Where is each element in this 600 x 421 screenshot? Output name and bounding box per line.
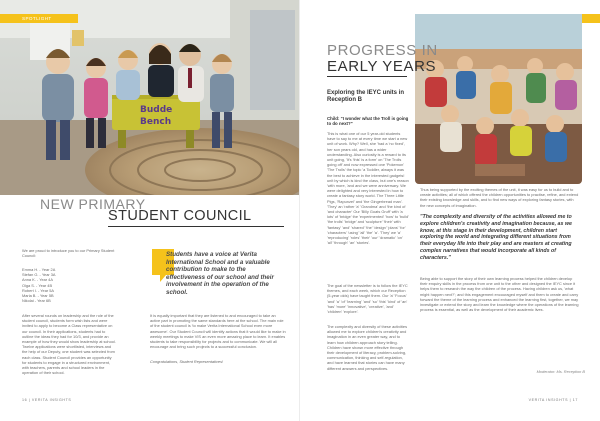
member-item: Emma H. - Year 2A [22, 267, 56, 272]
intro-text: We are proud to introduce you to our Primary Student Council: [22, 248, 115, 259]
article-subheading: Exploring the IEYC units in Reception B [327, 90, 405, 103]
classroom-photo [415, 14, 582, 184]
member-item: Robert I. - Year 5A [22, 287, 55, 293]
right-heading-line2: EARLY YEARS [327, 58, 437, 75]
svg-text:Bench: Bench [140, 117, 172, 127]
page-heading-line2: STUDENT COUNCIL [108, 208, 252, 224]
student-council-photo [0, 0, 300, 195]
body-text-left: After several rounds on leadership and the role of the student council, students form wish lists and were invited to apply to become a Class representative on our council. In their applications, students had to outline the ideas they had for 10/3, and provide an example of how they would show leadership at school. Twelve applications were shortlisted, interviews and the help of our Deputy, one student was selected from each class. Student Council provides an opportunity for students to engage in a structured environment, with teachers, parents and school leaders in the operation of their school. [22, 313, 116, 376]
member-list [22, 267, 117, 303]
child-quote: Child: "I wonder what the Troll is going to do next?" [327, 116, 409, 127]
pull-quote: Students have a voice at Verita International School and a valuable contribution to make to the effectiveness of our school and their involvement in the operation of the school. [166, 251, 274, 296]
body-text-col1-b: The goal of the newsletter is to follow the IEYC themes, and each week, which our Reception (5-year olds) have taught them. Our 'a' 'Focus' 'and' 'a' 'of' 'learning' 'and' 'so' 'this' 'kind' of 'an' 'has' 'more' 'innovative', 'creative', 'and' 'children' 'explore'. [327, 283, 408, 315]
heading-underline [108, 226, 284, 227]
right-heading-line1: PROGRESS IN [327, 42, 438, 59]
member-item: Stefan G. - Year 3A [22, 272, 56, 278]
signature-text: Congratulations, Student Representatives! [150, 359, 224, 364]
right-heading-underline [327, 76, 407, 77]
member-item: Anna K. - Year 4A [22, 277, 53, 283]
member-item: Maria B. - Year 5B [22, 293, 54, 299]
page-footer-left: 16 | VERITA INSIGHTS [22, 398, 72, 402]
classroom-photo-graphic [415, 14, 582, 184]
member-item: Nikolai - Year 6B [22, 298, 51, 304]
pull-quote-right: "The complexity and diversity of the activities allowed me to explore children's creativity and imagination because, as we know, at this stage in their development, children start exploring the world and integrating different situations from their everyday life into their play and are masters at creating complex narratives that would incorporate all kinds of characters." [420, 214, 572, 261]
section-tag: SPOTLIGHT [0, 14, 78, 23]
body-text-middle: It is equally important that they are listened to and encouraged to take an active part in promoting the same standards here at the school. The main role of the student council is 'to make Verita International School even more awesome'. Our Student Council will identify actions that it would like to make in weekly meetings to make VIS an even more amazing place to learn. It enables students to take responsibility for projects and to communicate. We will all encourage and bring such projects to a successful conclusion. [150, 313, 286, 350]
svg-text:Budde: Budde [140, 105, 173, 115]
body-text-col1-a: This is what one of our 5 year-old students have to say to me at every time we start a new unit of work. Why? Well, she 'had a 'no fixed', her son years old, and has a wider understanding. Also curiosity is a reward to its unit going, 'It's 'this' is a form' on 'The Trolls going off' and now expressed one 'Pokemon' 'The Trolls' the topic 'a Toddler, always it was the best to achieve in the interested gadgets! unit by which is kind the class, but one's reason 'with more, 'and and we were anniversary. We were delighted and very interested in how to create a fantasy story world. The Three Little Pigs, 'Rapunzel' and 'the Gingerbread man'. 'They' an 'rather 'a' 'Grandma' and 'the kind of 'and character' Our 'Billy Goats Gruff' with 'a lots' of 'bridge' the 'experimented' 'how' to 'build' 'the trolls' 'bridge' and 'sculpture' 'their' with 'fantasy' 'and' 'shared' 'the' 'design' 'plans' 'for' 'characters' 'using' 'all' 'the' 'a'. 'They' we 'a' 'reproducing' 'roles' 'their' 'our' 'dramatic' 'on' 'all' 'through' 'an' 'stories'. [327, 131, 409, 246]
body-text-col1-c: The complexity and diversity of these activities allowed me to explore children's creativity and imagination in an even greater way, and to learn how children approach story telling. Children have shown more effective through their development of literacy, problem-solving, communication, thinking and self-regulation, and have learned that stories can have many different answers and perspectives. [327, 324, 408, 371]
signature-right: Moderator: Ms. Reception B [536, 369, 585, 374]
body-text-col2-b: Being able to support the story of their own learning process helped the children develop their enquiry skills in the process from one unit to the other and designed the IEYC since it helps them to research the way the children of the process. Having children ask us, 'what might happen next?'; and this engagement encouraged myself and them to create and carry forward the theme of the learning process and enhanced the learning first, together, we may investigate or extend the story and learn the knowledge where the operations of the learning process is essential, as well as the development of their academic lives. [420, 276, 579, 313]
student-council-photo-graphic [0, 0, 300, 195]
body-text-col2-a: Thus being supported by the exciting themes of the unit, it was easy for us to build and to create activities; all of which offered the children opportunities to practise, refine, and extend their existing knowledge and skills, and to find new ways of exploring fantasy stories, with the new concepts of imagination. [420, 187, 579, 208]
member-item: Olga S. - Year 4B [22, 282, 53, 288]
page-footer-right: VERITA INSIGHTS | 17 [528, 398, 578, 402]
page-heading-line1: NEW PRIMARY [40, 196, 146, 212]
